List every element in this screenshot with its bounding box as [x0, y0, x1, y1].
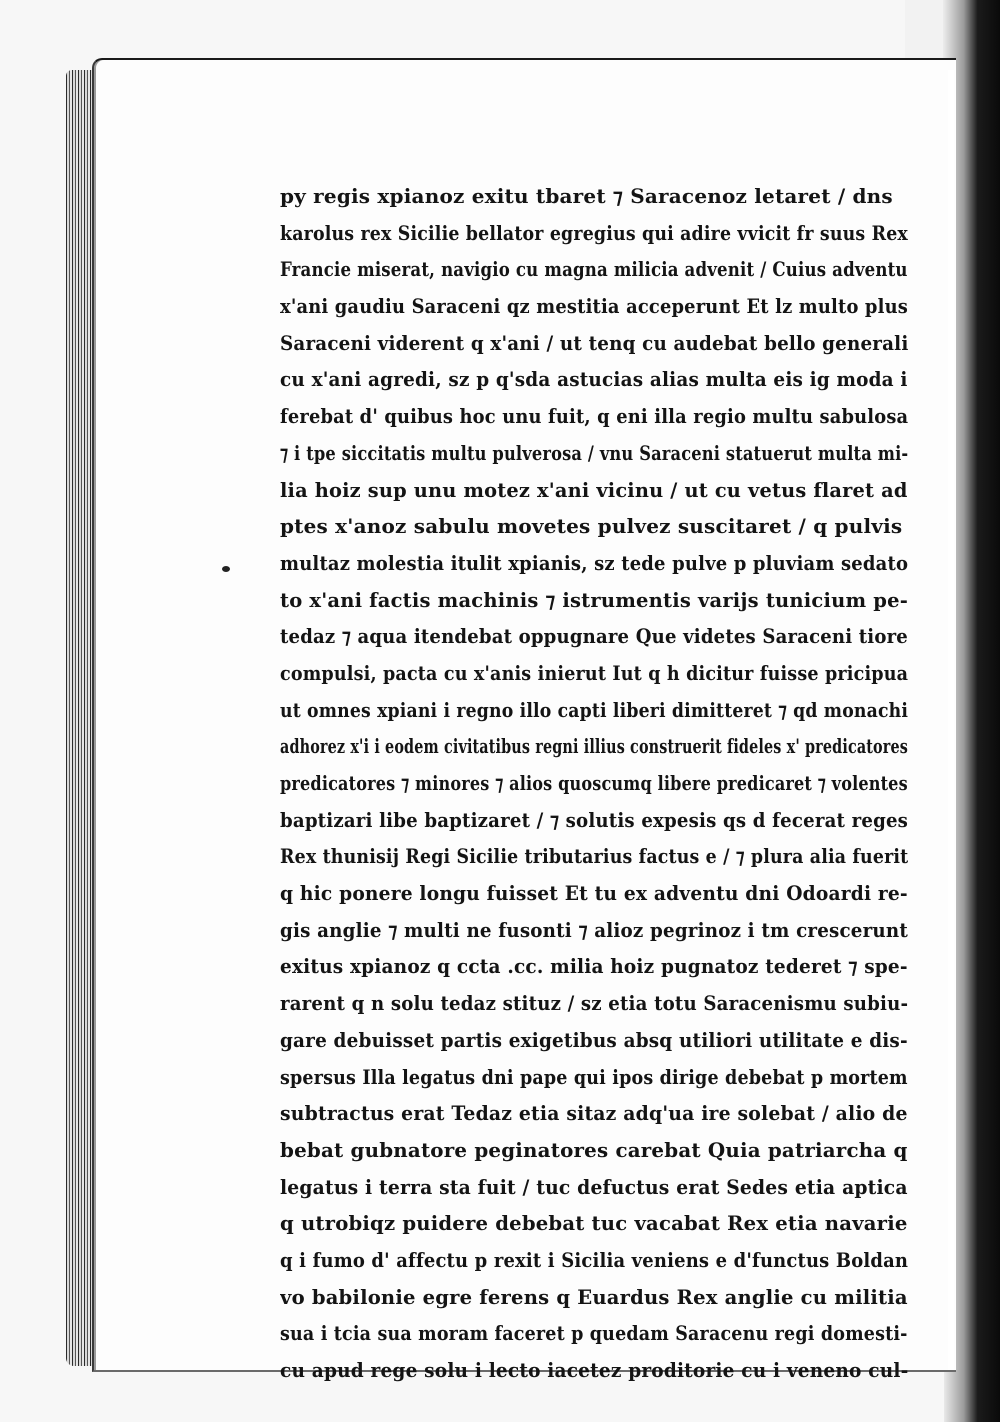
text-line: baptizari libe baptizaret / ⁊ solutis expesis qs d fecerat reges [280, 807, 908, 832]
ink-spot [222, 566, 230, 572]
text-line: compulsi, pacta cu x'anis inierut Iut q h dicitur fuisse pricipua [280, 660, 909, 685]
manuscript-text-block [280, 178, 908, 1389]
text-line: q hic ponere longu fuisset Et tu ex adventu dni Odoardi re- [280, 881, 908, 906]
text-line: Saraceni viderent q x'ani / ut tenq cu audebat bello generali [280, 330, 909, 355]
text-line: subtractus erat Tedaz etia sitaz adq'ua ire solebat / alio de [280, 1101, 908, 1126]
text-line: q i fumo d' affectu p rexit i Sicilia veniens e d'functus Boldan [280, 1247, 908, 1272]
page-right-edge [948, 70, 954, 1370]
text-line: karolus rex Sicilie bellator egregius qui adire vvicit fr suus Rex [280, 220, 908, 245]
text-line: cu apud rege solu i lecto iacetez proditorie cu i veneno cul- [280, 1358, 909, 1382]
text-line: Francie miserat, navigio cu magna milicia advenit / Cuius adventu [280, 257, 908, 282]
text-line: predicatores ⁊ minores ⁊ alios quoscumq libere predicaret ⁊ volentes [280, 771, 908, 795]
text-line: rarent q n solu tedaz stituz / sz etia totu Saracenismu subiu- [280, 991, 908, 1016]
text-line: ptes x'anoz sabulu movetes pulvez suscitaret / q pulvis [280, 514, 903, 539]
text-line: multaz molestia itulit xpianis, sz tede pulve p pluviam sedato [280, 550, 908, 575]
text-line: to x'ani factis machinis ⁊ istrumentis varijs tunicium pe- [280, 587, 908, 612]
text-line: x'ani gaudiu Saraceni qz mestitia acceperunt Et lz multo plus [280, 294, 908, 319]
text-line: ⁊ i tpe siccitatis multu pulverosa / vnu Saraceni statuerut multa mi- [280, 440, 908, 465]
text-line: q utrobiqz puidere debebat tuc vacabat Rex etia navarie [280, 1211, 908, 1236]
text-line: lia hoiz sup unu motez x'ani vicinu / ut cu vetus flaret ad [280, 477, 908, 502]
text-line: bebat gubnatore peginatores carebat Quia patriarcha q [280, 1137, 908, 1162]
text-line: adhorez x'i i eodem civitatibus regni illius construerit fideles x' predicatores [280, 734, 908, 759]
text-line: ferebat d' quibus hoc unu fuit, q eni illa regio multu sabulosa [280, 404, 908, 429]
text-line: spersus Illa legatus dni pape qui ipos dirige debebat p mortem [280, 1064, 908, 1089]
text-line: legatus i terra sta fuit / tuc defuctus erat Sedes etia aptica [280, 1174, 908, 1199]
text-line: ut omnes xpiani i regno illo capti liberi dimitteret ⁊ qd monachi [280, 697, 908, 722]
text-line: gis anglie ⁊ multi ne fusonti ⁊ alioz pegrinoz i tm crescerunt [280, 917, 908, 942]
text-line: gare debuisset partis exigetibus absq utiliori utilitate e dis- [280, 1027, 908, 1052]
text-line: vo babilonie egre ferens q Euardus Rex anglie cu militia [280, 1284, 908, 1309]
text-line: tedaz ⁊ aqua itendebat oppugnare Que videtes Saraceni tiore [280, 624, 908, 649]
text-line: Rex thunisij Regi Sicilie tributarius factus e / ⁊ plura alia fuerit [280, 844, 908, 869]
text-line: sua i tcia sua moram faceret p quedam Saracenu regi domesti- [280, 1321, 908, 1346]
text-line: exitus xpianoz q ccta .cc. milia hoiz pugnatoz tederet ⁊ spe- [280, 954, 908, 979]
text-line: py regis xpianoz exitu tbaret ⁊ Saracenoz letaret / dns [280, 184, 893, 208]
text-line: cu x'ani agredi, sz p q'sda astucias alias multa eis ig moda i [280, 367, 908, 392]
